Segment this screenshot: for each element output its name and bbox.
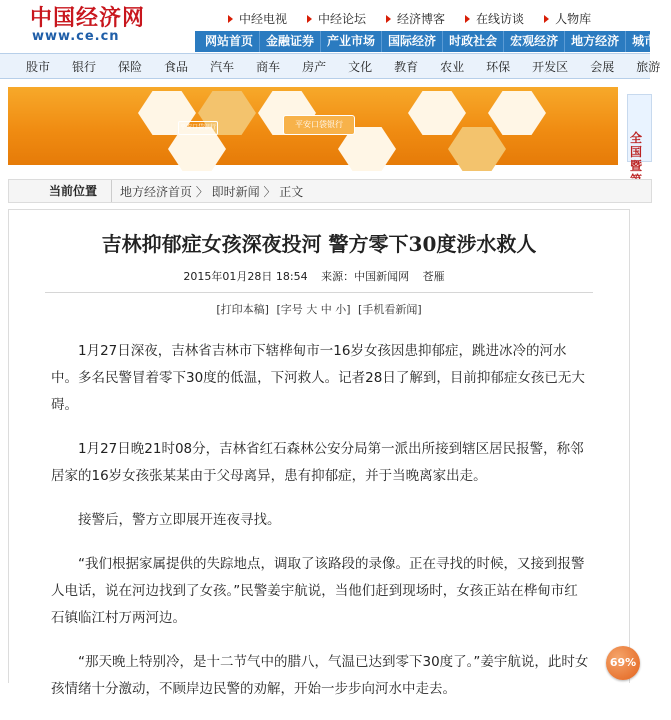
- hexagon-shape: [408, 91, 466, 135]
- banner-tag: 平安口袋银行: [283, 115, 355, 135]
- paragraph: 1月27日深夜，吉林省吉林市下辖桦甸市一16岁女孩因患抑郁症，跳进冰冷的河水中。多名民警冒着零下30度的低温，下河救人。记者28日了解到，目前抑郁症女孩已无大碍。: [51, 343, 585, 413]
- breadcrumb-label: 当前位置: [9, 180, 112, 202]
- banner-small-tag: 平安口袋银行: [178, 121, 218, 135]
- logo-url: www.ce.cn: [32, 29, 120, 44]
- article: [8, 209, 630, 697]
- subnav-travel[interactable]: 旅游: [636, 59, 661, 74]
- article-tools: [9, 301, 629, 317]
- nav-local[interactable]: 地方经济: [564, 31, 625, 52]
- article-body: [51, 338, 591, 720]
- main-nav: [195, 31, 657, 52]
- nav-home[interactable]: 网站首页: [205, 34, 254, 48]
- font-size-control[interactable]: [字号 大 中 小]: [276, 303, 351, 316]
- breadcrumb-path[interactable]: 地方经济首页 〉 即时新闻 〉 正文: [120, 184, 304, 199]
- nav-international[interactable]: 国际经济: [381, 31, 442, 52]
- subnav-culture[interactable]: 文化: [348, 59, 373, 74]
- article-title: 吉林抑郁症女孩深夜投河 警方零下30度涉水救人: [101, 232, 537, 256]
- nav-macro[interactable]: 宏观经济: [503, 31, 564, 52]
- subnav-banks[interactable]: 银行: [72, 59, 97, 74]
- print-link[interactable]: [打印本稿]: [216, 303, 269, 316]
- triangle-icon: [465, 15, 470, 23]
- sub-nav: [0, 53, 661, 79]
- paragraph: “那天晚上特别冷，是十二节气中的腊八，气温已达到零下30度了。”姜宇航说，此时女孩情绪十分激动，不顾岸边民警的劝解，开始一步步向河水中走去。: [51, 654, 589, 697]
- hexagon-shape: [448, 127, 506, 171]
- subnav-insurance[interactable]: 保险: [118, 59, 143, 74]
- article-meta: [9, 268, 629, 284]
- article-date: 2015年01月28日 18:54: [183, 270, 308, 283]
- subnav-education[interactable]: 教育: [394, 59, 419, 74]
- top-links: [228, 10, 611, 27]
- breadcrumb: [8, 179, 652, 203]
- top-link-forum[interactable]: 中经论坛: [307, 10, 366, 27]
- subnav-environment[interactable]: 环保: [486, 59, 511, 74]
- top-link-people[interactable]: 人物库: [544, 10, 591, 27]
- triangle-icon: [386, 15, 391, 23]
- logo-text: 中国经济网: [30, 5, 146, 31]
- triangle-icon: [228, 15, 233, 23]
- paragraph: 1月27日晚21时08分，吉林省红石森林公安分局第一派出所接到辖区居民报警，称邻居家的16岁女孩张某某由于父母离异，患有抑郁症，并于当晚离家出走。: [51, 441, 584, 484]
- paragraph: 接警后，警方立即展开连夜寻找。: [78, 512, 281, 528]
- hexagon-shape: [488, 91, 546, 135]
- nav-industry[interactable]: 产业市场: [320, 31, 381, 52]
- subnav-auto[interactable]: 汽车: [210, 59, 235, 74]
- side-ad-text: 全国暨: [630, 131, 643, 173]
- nav-politics[interactable]: 时政社会: [442, 31, 503, 52]
- article-source[interactable]: 来源：中国新闻网: [321, 270, 410, 283]
- article-author: 苍雁: [422, 270, 445, 283]
- subnav-dev-zone[interactable]: 开发区: [532, 59, 569, 74]
- triangle-icon: [307, 15, 312, 23]
- subnav-stocks[interactable]: 股市: [26, 59, 51, 74]
- divider: [45, 292, 593, 293]
- zoom-badge[interactable]: 69%: [606, 646, 640, 680]
- subnav-food[interactable]: 食品: [164, 59, 189, 74]
- top-link-tv[interactable]: 中经电视: [228, 10, 287, 27]
- paragraph: “我们根据家属提供的失踪地点，调取了该路段的录像。正在寻找的时候，又接到报警人电话，说在河边找到了女孩。”民警姜宇航说，当他们赶到现场时，女孩正站在桦甸市红石镇临江村万两河边。: [51, 556, 585, 626]
- nav-finance[interactable]: 金融证券: [259, 31, 320, 52]
- subnav-exhibition[interactable]: 会展: [590, 59, 615, 74]
- top-link-interview[interactable]: 在线访谈: [465, 10, 524, 27]
- side-ad[interactable]: [627, 94, 652, 173]
- triangle-icon: [544, 15, 549, 23]
- top-link-blog[interactable]: 经济博客: [386, 10, 445, 27]
- subnav-real-estate[interactable]: 房产: [302, 59, 327, 74]
- mobile-link[interactable]: [手机看新闻]: [358, 303, 422, 316]
- subnav-commercial-vehicles[interactable]: 商车: [256, 59, 281, 74]
- site-logo[interactable]: [30, 6, 180, 46]
- subnav-agriculture[interactable]: 农业: [440, 59, 465, 74]
- ad-banner[interactable]: [8, 87, 618, 165]
- nav-city[interactable]: 城市: [625, 31, 662, 52]
